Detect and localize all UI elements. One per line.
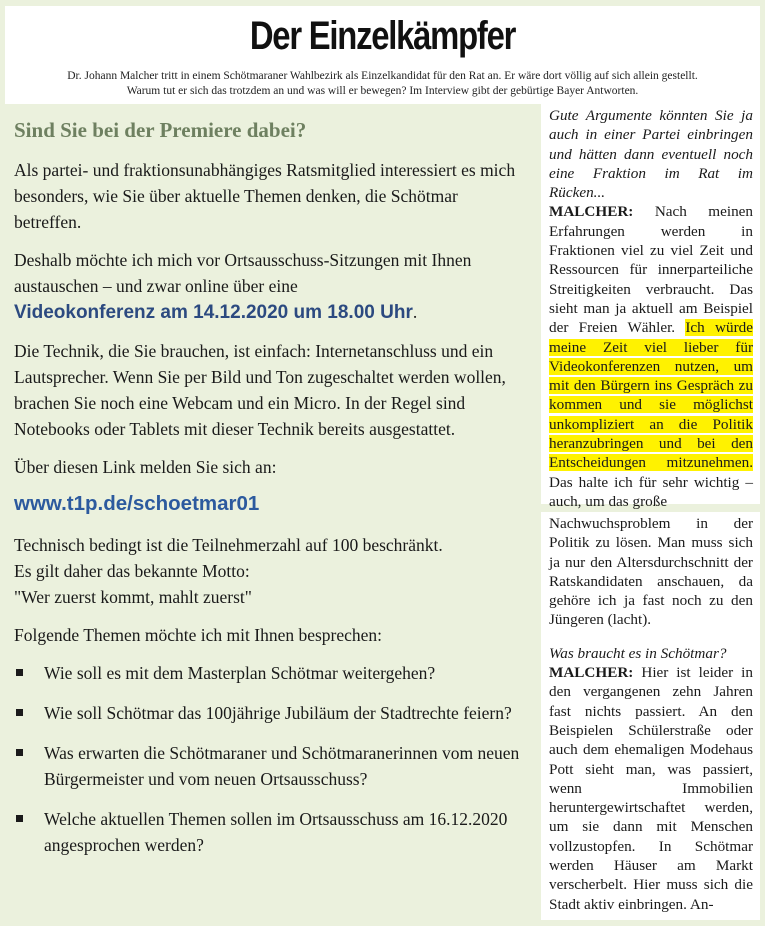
- topics-list: [14, 660, 529, 858]
- answer-text-rest: Das halte ich für sehr wichtig – auch, um das große: [549, 473, 753, 510]
- topic-text: Wie soll Schötmar das 100jährige Jubiläum der Stadtrechte feiern?: [44, 703, 512, 723]
- answer-text: Hier ist leider in den vergangenen zehn Jahren fast nichts passiert. An den Beispielen Schülerstraße oder auch dem ehemaligen Modehaus Pott sieht man, was passiert, wenn Immobilien heruntergewirtschaftet werden, um sie dann mit Menschen vollzustopfen. In Schötmar werden Häuser am Markt verscherbelt. Hier muss sich die Stadt aktiv einbringen. An-: [549, 664, 753, 913]
- interview-column-1: [541, 104, 760, 510]
- topic-text: Welche aktuellen Themen sollen im Ortsausschuss am 16.12.2020 angesprochen werden?: [44, 809, 508, 855]
- article-subtitle: [15, 69, 750, 99]
- videoconference-period: .: [412, 302, 418, 322]
- list-item: [14, 700, 529, 726]
- exchange-paragraph: [14, 247, 529, 326]
- speaker-label: MALCHER:: [549, 664, 634, 682]
- intro-paragraph: Als partei- und fraktionsunabhängiges Ratsmitglied interessiert es mich besonders, wie Sie über aktuelle Themen denken, die Schötmar betreffen.: [14, 160, 516, 232]
- interview-question-1: Gute Argumente könnten Sie ja auch in einer Partei einbringen und hätten dann eventuell noch eine Fraktion im Rat im Rücken...: [549, 107, 753, 202]
- motto: "Wer zuerst kommt, mahlt zuerst": [14, 587, 252, 607]
- bullet-icon: [16, 669, 23, 676]
- highlighted-quote: Ich würde meine Zeit viel lieber für Videokonferenzen nutzen, um mit den Bürgern ins Gespräch zu kommen und sie möglichst unkompliziert an die Politik heranzubringen und bei den Entscheidungen mitzunehmen.: [549, 319, 753, 472]
- interview-question-2: Was braucht es in Schötmar?: [549, 644, 727, 662]
- interview-answer-1-cont: Nachwuchsproblem in der Politik zu lösen. Man muss sich ja nur den Altersdurchschnitt der Ratskandidaten anschauen, da gehöre ich ja fast noch zu den Jüngeren (lacht).: [549, 515, 753, 629]
- speaker-label: MALCHER:: [549, 203, 634, 221]
- interview-column-2: [541, 512, 760, 920]
- subtitle-line-2: Warum tut er sich das trotzdem an und was will er bewegen? Im Interview gibt der gebürtige Bayer Antworten.: [126, 85, 639, 97]
- topic-text: Wie soll es mit dem Masterplan Schötmar weitergehen?: [44, 663, 436, 683]
- bullet-icon: [16, 815, 23, 822]
- videoconference-date: Videokonferenz am 14.12.2020 um 18.00 Uhr: [14, 302, 413, 323]
- bullet-icon: [16, 749, 23, 756]
- article-title: Der Einzelkämpfer: [249, 14, 516, 58]
- limit-line-1: Technisch bedingt ist die Teilnehmerzahl auf 100 beschränkt.: [14, 535, 443, 555]
- interview-answer-2: [549, 663, 753, 914]
- link-intro: Über diesen Link melden Sie sich an:: [14, 457, 277, 477]
- limit-paragraph: [14, 532, 529, 610]
- answer-text: Nach meinen Erfahrungen werden in Fraktionen viel zu viel Zeit und Ressourcen für innerparteiliche Streitigkeiten verbraucht. Das sieht man ja aktuell am Beispiel der Freien Wähler.: [549, 203, 753, 337]
- topics-intro: Folgende Themen möchte ich mit Ihnen besprechen:: [14, 625, 383, 645]
- limit-line-2: Es gilt daher das bekannte Motto:: [14, 561, 250, 581]
- signup-link[interactable]: www.t1p.de/schoetmar01: [14, 492, 260, 515]
- invitation-text: [14, 108, 529, 872]
- list-item: [14, 806, 529, 858]
- list-item: [14, 740, 529, 792]
- technik-paragraph: Die Technik, die Sie brauchen, ist einfach: Internetanschluss und ein Lautsprecher. Wenn Sie per Bild und Ton zugeschaltet werden wollen, brachen Sie noch eine Webcam und ein Micro. In der Regel sind Notebooks oder Tablets mit dieser Technik bereits ausgestattet.: [14, 341, 506, 439]
- list-item: [14, 660, 529, 686]
- article-header: [5, 6, 760, 104]
- bullet-icon: [16, 709, 23, 716]
- topic-text: Was erwarten die Schötmaraner und Schötmaranerinnen vom neuen Bürgermeister und vom neuen Ortsausschuss?: [44, 743, 520, 789]
- subtitle-line-1: Dr. Johann Malcher tritt in einem Schötmaraner Wahlbezirk als Einzelkandidat für den Rat an. Er wäre dort völlig auf sich allein gestellt.: [67, 70, 698, 82]
- section-heading: Sind Sie bei der Premiere dabei?: [14, 118, 307, 142]
- exchange-text: Deshalb möchte ich mich vor Ortsausschuss-Sitzungen mit Ihnen austauschen – und zwar online über eine: [14, 250, 472, 296]
- interview-answer-1: [549, 202, 753, 511]
